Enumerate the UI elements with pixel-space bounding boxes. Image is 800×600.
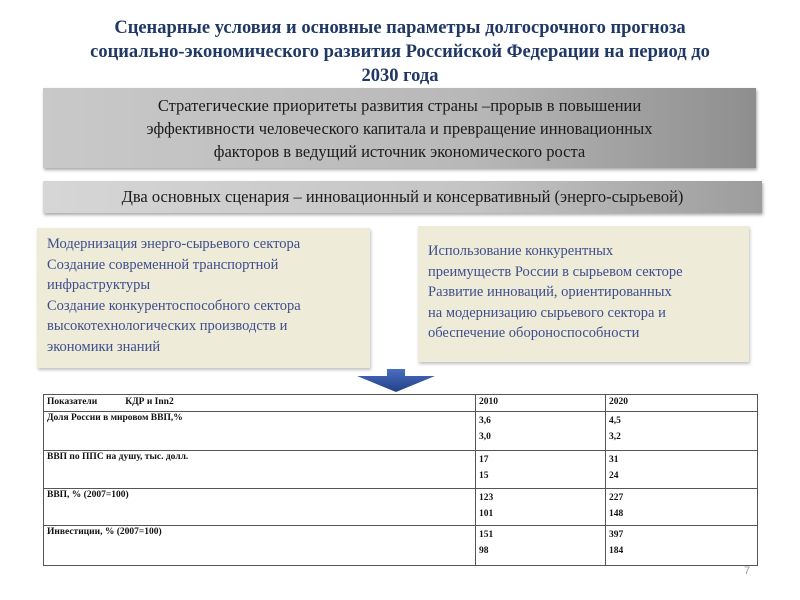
down-arrow-icon (355, 369, 437, 393)
value-innovation: 3,6 (479, 416, 491, 426)
value-innovation: 151 (479, 530, 494, 540)
value-2020-cell (606, 412, 758, 451)
box-line: обеспечение обороноспособности (428, 325, 640, 341)
table-row (44, 412, 758, 451)
row-label: Доля России в мировом ВВП,% (44, 412, 476, 451)
box-line: экономики знаний (47, 338, 161, 355)
priorities-line: факторов в ведущий источник экономического роста (213, 142, 586, 161)
value-conservative: 101 (479, 509, 494, 519)
innovation-scenario-box (37, 228, 370, 368)
priorities-line: эффективности человеческого капитала и превращение инновационных (146, 119, 653, 138)
row-label: ВВП по ППС на душу, тыс. долл. (44, 451, 476, 489)
value-2020-cell (606, 489, 758, 526)
header-indicator-cell (44, 395, 476, 412)
value-2010-cell (476, 451, 606, 489)
value-innovation: 397 (609, 530, 624, 540)
strategic-priorities-band (43, 88, 756, 168)
value-2010-cell (476, 489, 606, 526)
box-line: Развитие инноваций, ориентированных (428, 284, 672, 300)
row-label: Инвестиции, % (2007=100) (44, 526, 476, 566)
header-scenarios: КДР и Inn2 (125, 397, 174, 407)
value-2010-cell (476, 412, 606, 451)
box-line: высокотехнологических производств и (47, 318, 288, 334)
scenarios-bar: Два основных сценария – инновационный и консервативный (энерго-сырьевой) (43, 181, 762, 213)
title-line: Сценарные условия и основные параметры долгосрочного прогноза (114, 18, 686, 38)
slide-title (40, 16, 760, 88)
value-conservative: 184 (609, 546, 624, 556)
box-line: Модернизация энерго-сырьевого сектора (47, 236, 301, 252)
value-conservative: 24 (609, 471, 619, 481)
value-innovation: 123 (479, 493, 494, 503)
title-line: социально-экономического развития Российской Федерации на период до (90, 42, 710, 62)
value-innovation: 17 (479, 455, 489, 465)
table-row (44, 526, 758, 566)
table-row (44, 451, 758, 489)
box-line: Создание современной транспортной (47, 256, 279, 273)
value-innovation: 4,5 (609, 416, 621, 426)
value-conservative: 3,0 (479, 432, 491, 442)
page-number: 7 (744, 565, 751, 577)
table-header-row (44, 395, 758, 412)
row-label: ВВП, % (2007=100) (44, 489, 476, 526)
value-conservative: 98 (479, 546, 489, 556)
value-innovation: 31 (609, 455, 619, 465)
value-conservative: 15 (479, 471, 489, 481)
value-2020-cell (606, 526, 758, 566)
value-conservative: 3,2 (609, 432, 621, 442)
box-line: инфраструктуры (47, 277, 151, 293)
value-2020-cell (606, 451, 758, 489)
box-line: на модернизацию сырьевого сектора и (428, 304, 666, 321)
box-line: Использование конкурентных (428, 243, 614, 259)
header-indicator: Показатели (47, 397, 98, 407)
box-line: преимуществ России в сырьевом секторе (428, 263, 683, 280)
value-2010-cell (476, 526, 606, 566)
title-line: 2030 года (361, 66, 439, 86)
priorities-line: Стратегические приоритеты развития страны –прорыв в повышении (157, 96, 642, 115)
conservative-scenario-box (418, 226, 749, 362)
table-row (44, 489, 758, 526)
value-conservative: 148 (609, 509, 624, 519)
box-line: Создание конкурентоспособного сектора (47, 297, 301, 314)
forecast-table (43, 394, 758, 566)
header-year-2020: 2020 (606, 395, 758, 412)
value-innovation: 227 (609, 493, 624, 503)
header-year-2010: 2010 (476, 395, 606, 412)
